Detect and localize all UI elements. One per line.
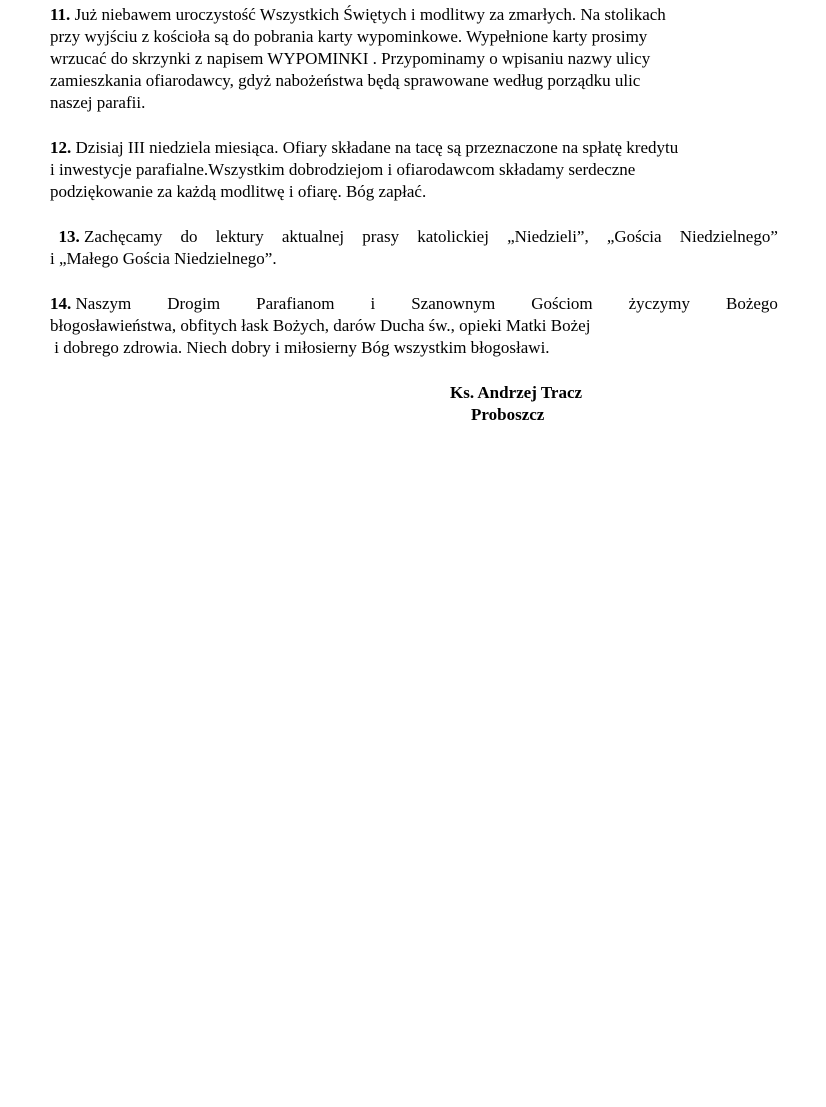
word: Parafianom bbox=[256, 294, 335, 313]
signature-role: Proboszcz bbox=[471, 405, 545, 424]
paragraph-line: przy wyjściu z kościoła są do pobrania karty wypominkowe. Wypełnione karty prosimy bbox=[50, 27, 648, 46]
word: katolickiej bbox=[417, 227, 489, 246]
announcement-item-14 bbox=[50, 293, 778, 359]
line-word bbox=[50, 293, 131, 315]
word: Drogim bbox=[167, 294, 221, 313]
word: prasy bbox=[362, 227, 400, 246]
line-word bbox=[50, 226, 162, 248]
announcement-item-12 bbox=[50, 137, 778, 203]
line-text: Dzisiaj III niedziela miesiąca. Ofiary składane na tacę są przeznaczone na spłatę kredytu bbox=[71, 138, 679, 157]
paragraph-line: i dobrego zdrowia. Niech dobry i miłosierny Bóg wszystkim błogosławi. bbox=[50, 338, 550, 357]
word: Szanownym bbox=[411, 294, 496, 313]
paragraph-line: wrzucać do skrzynki z napisem WYPOMINKI . Przypominamy o wpisaniu nazwy ulicy bbox=[50, 49, 651, 68]
word: Naszym bbox=[75, 294, 132, 313]
word: do bbox=[180, 227, 198, 246]
word: „Gościa bbox=[606, 227, 662, 246]
paragraph-line bbox=[50, 137, 778, 159]
paragraph-line: zamieszkania ofiarodawcy, gdyż nabożeństwa będą sprawowane według porządku ulic bbox=[50, 71, 641, 90]
paragraph-line: i inwestycje parafialne.Wszystkim dobrodziejom i ofiarodawcom składamy serdeczne bbox=[50, 160, 636, 179]
word: aktualnej bbox=[281, 227, 345, 246]
paragraph-line: błogosławieństwa, obfitych łask Bożych, darów Ducha św., opieki Matki Bożej bbox=[50, 316, 591, 335]
line-text: Już niebawem uroczystość Wszystkich Świętych i modlitwy za zmarłych. Na stolikach bbox=[70, 5, 666, 24]
paragraph-line: podziękowanie za każdą modlitwę i ofiarę. Bóg zapłać. bbox=[50, 182, 427, 201]
paragraph-line bbox=[50, 4, 778, 26]
announcement-item-11 bbox=[50, 4, 778, 114]
word: Zachęcamy bbox=[84, 227, 163, 246]
word: Gościom bbox=[531, 294, 593, 313]
justified-line bbox=[50, 293, 778, 315]
word: i bbox=[370, 294, 376, 313]
paragraph-line: i „Małego Gościa Niedzielnego”. bbox=[50, 249, 277, 268]
signature-block bbox=[450, 382, 582, 426]
word: życzymy bbox=[628, 294, 690, 313]
item-number: 14. bbox=[50, 294, 72, 313]
word: Niedzielnego” bbox=[679, 227, 778, 246]
announcement-item-13 bbox=[50, 226, 778, 270]
item-number: 13. bbox=[58, 227, 80, 246]
word: lektury bbox=[215, 227, 264, 246]
item-number: 12. bbox=[50, 138, 72, 157]
justified-line bbox=[50, 226, 778, 248]
word: „Niedzieli”, bbox=[507, 227, 589, 246]
paragraph-line: naszej parafii. bbox=[50, 93, 146, 112]
signature-name: Ks. Andrzej Tracz bbox=[450, 383, 583, 402]
word: Bożego bbox=[726, 294, 778, 313]
item-number: 11. bbox=[50, 5, 71, 24]
